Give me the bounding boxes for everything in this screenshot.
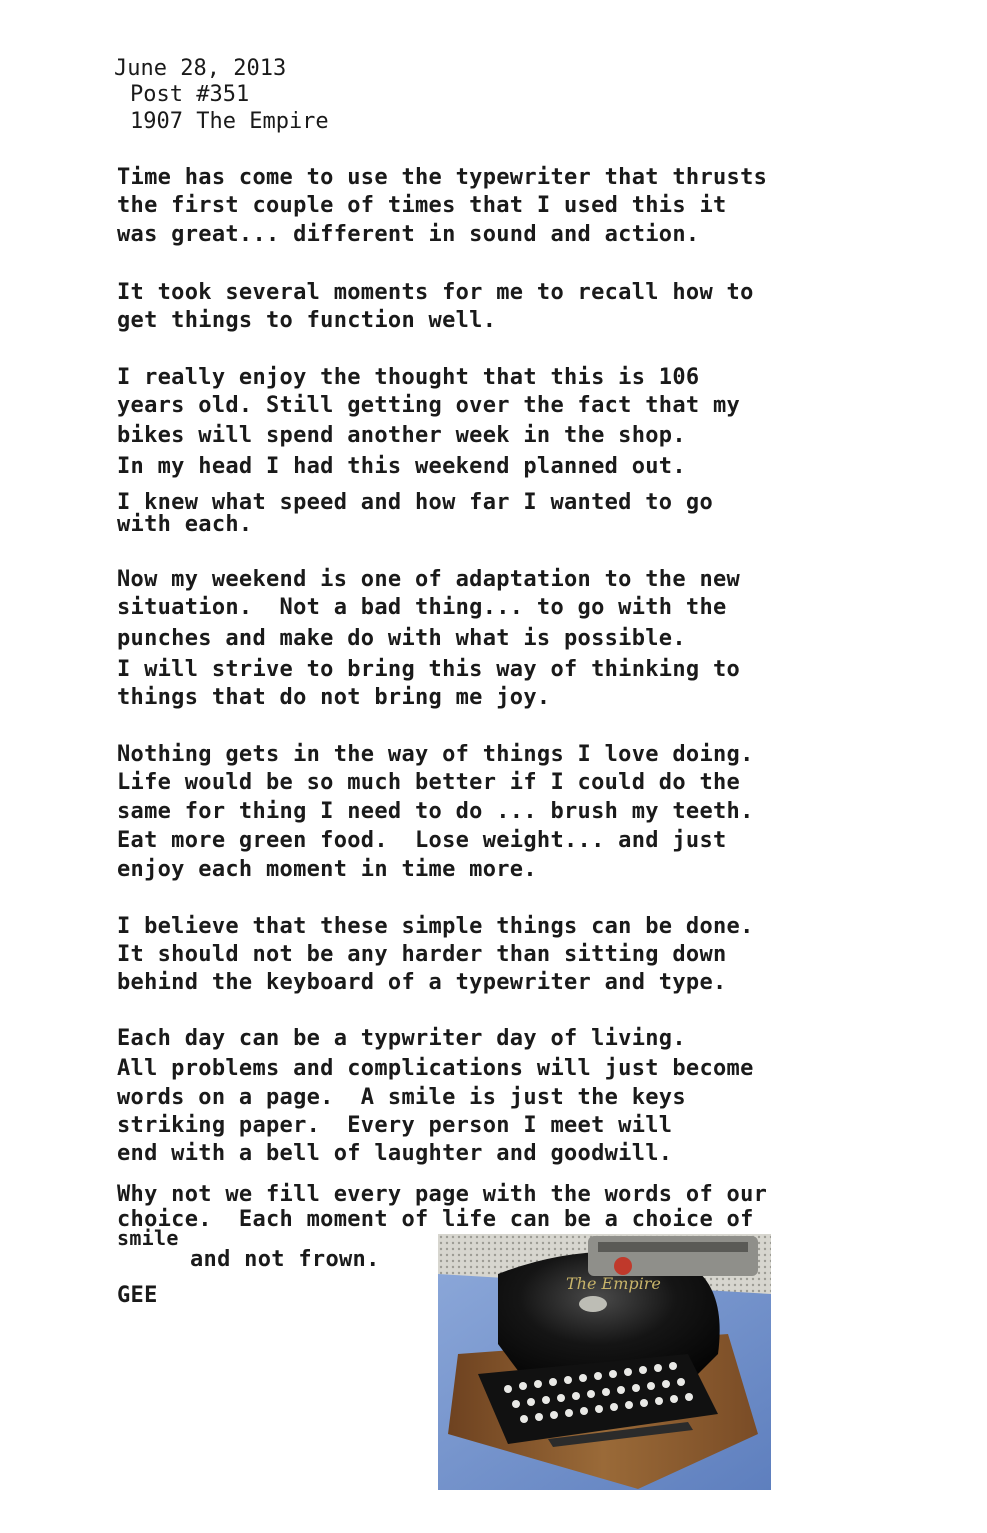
body-line: Time has come to use the typewriter that thrusts — [117, 165, 768, 190]
body-line: bikes will spend another week in the shop. — [117, 423, 686, 448]
signature: GEE — [117, 1283, 158, 1308]
body-line: I knew what speed and how far I wanted to go — [117, 490, 713, 515]
body-line: behind the keyboard of a typewriter and type. — [117, 970, 727, 995]
body-line: Life would be so much better if I could do the — [117, 770, 741, 795]
body-line: words on a page. A smile is just the keys — [117, 1085, 686, 1110]
body-line: the first couple of times that I used this it — [117, 193, 727, 218]
body-line: end with a bell of laughter and goodwill. — [117, 1141, 673, 1166]
body-line: I really enjoy the thought that this is 106 — [117, 365, 700, 390]
body-line: punches and make do with what is possible. — [117, 626, 686, 651]
body-line: Each day can be a typwriter day of living. — [117, 1026, 686, 1051]
body-line: Nothing gets in the way of things I love doing. — [117, 742, 754, 767]
typewriter-photo — [438, 1234, 771, 1490]
body-line: same for thing I need to do ... brush my teeth. — [117, 799, 754, 824]
body-line: Eat more green food. Lose weight... and just — [117, 828, 727, 853]
body-line: I believe that these simple things can be done. — [117, 914, 754, 939]
body-line: get things to function well. — [117, 308, 497, 333]
body-line: situation. Not a bad thing... to go with the — [117, 595, 727, 620]
body-line: was great... different in sound and action. — [117, 222, 700, 247]
brand-text: The Empire — [566, 1274, 661, 1293]
center-disc — [579, 1296, 607, 1312]
red-nameplate-icon — [614, 1257, 632, 1275]
post-title: 1907 The Empire — [130, 109, 329, 134]
body-line: years old. Still getting over the fact that my — [117, 393, 741, 418]
body-line: enjoy each moment in time more. — [117, 857, 537, 882]
body-line: Why not we fill every page with the words of our — [117, 1182, 768, 1207]
body-line: Now my weekend is one of adaptation to the new — [117, 567, 741, 592]
post-number: Post #351 — [130, 82, 250, 107]
body-line: with each. — [117, 512, 253, 537]
body-line: I will strive to bring this way of thinking to — [117, 657, 741, 682]
body-line: In my head I had this weekend planned out. — [117, 454, 686, 479]
body-line: It should not be any harder than sitting down — [117, 942, 727, 967]
body-line: All problems and complications will just become — [117, 1056, 754, 1081]
body-line: and not frown. — [190, 1247, 380, 1272]
body-line: striking paper. Every person I meet will — [117, 1113, 673, 1138]
body-line: It took several moments for me to recall how to — [117, 280, 754, 305]
body-line: smile — [117, 1226, 179, 1250]
body-line: things that do not bring me joy. — [117, 685, 551, 710]
date-line: June 28, 2013 — [114, 56, 287, 81]
body-line: choice. Each moment of life can be a choice of — [117, 1207, 754, 1232]
